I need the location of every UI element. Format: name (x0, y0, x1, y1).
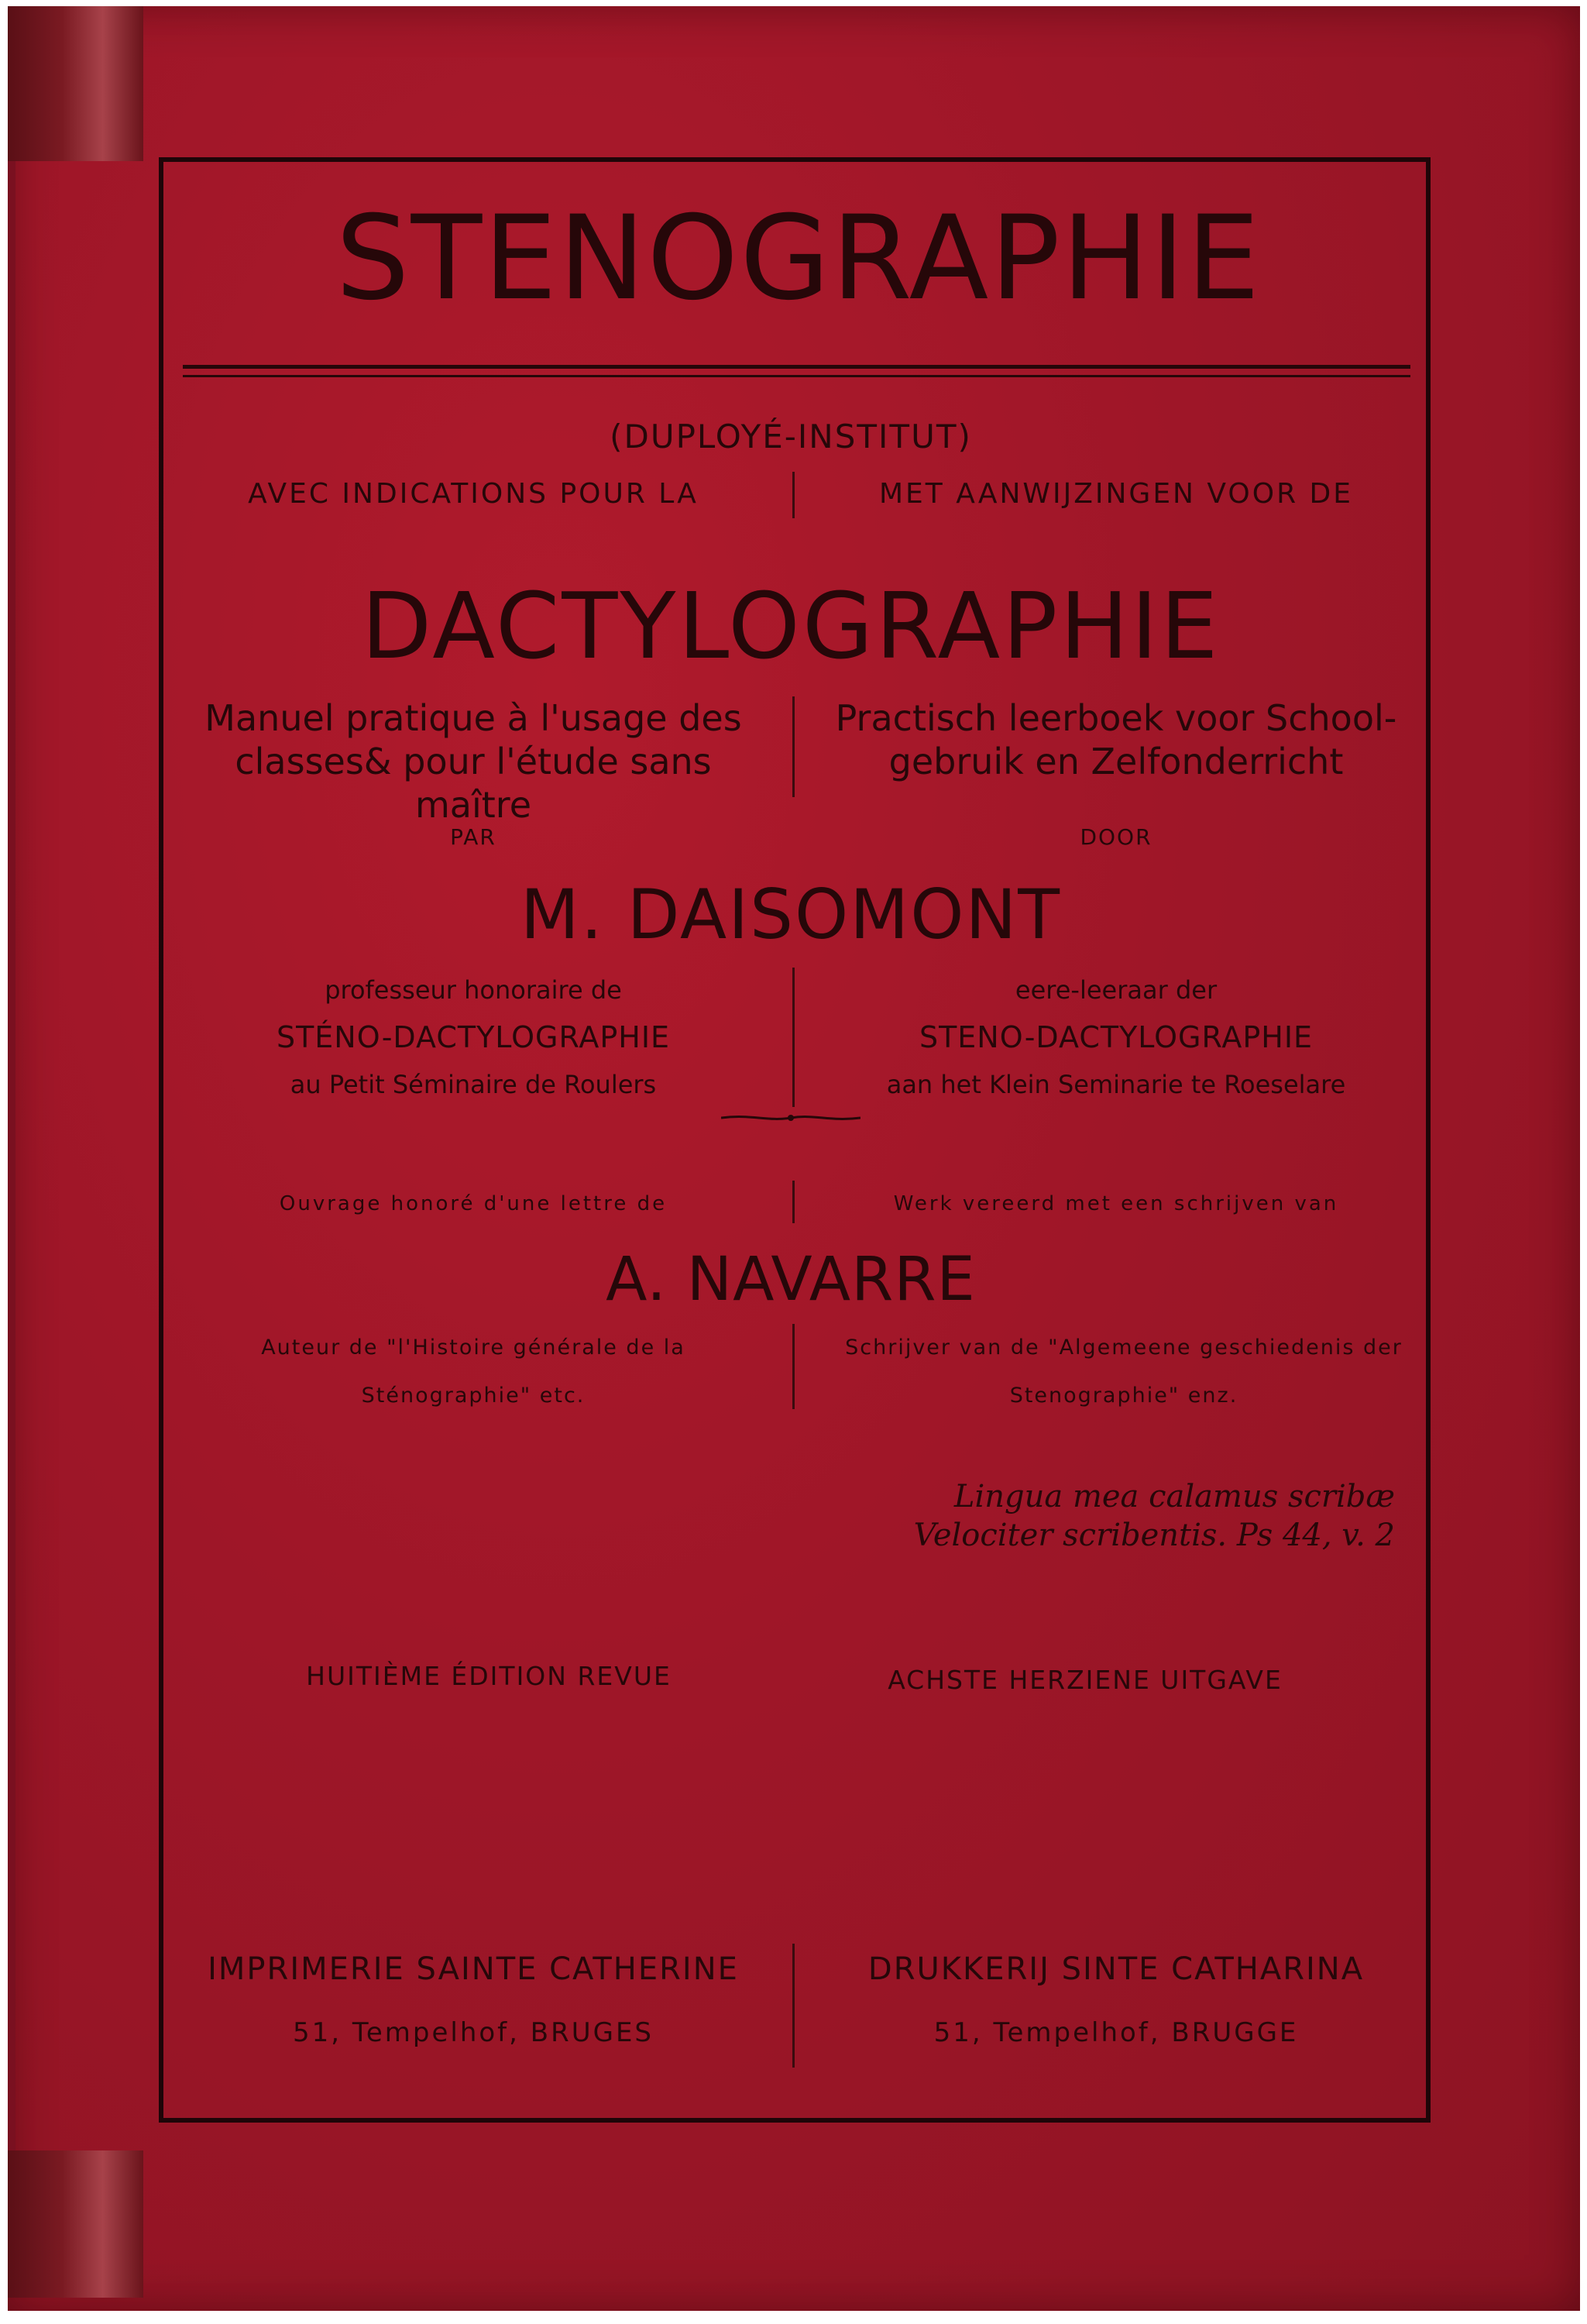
spine-binding-bottom (8, 2150, 143, 2298)
honoree-name: A. NAVARRE (606, 1245, 976, 1315)
author-name: M. DAISOMONT (520, 875, 1062, 954)
honor-nl: Werk vereerd met een schrijven van (893, 1192, 1339, 1215)
indications-nl: MET AANWIJZINGEN VOOR DE (878, 478, 1354, 510)
author-role-fr-line2: STÉNO-DACTYLOGRAPHIE (276, 1020, 671, 1054)
method-subtitle: (DUPLOYÉ-INSTITUT) (610, 418, 972, 456)
edition-nl: ACHSTE HERZIENE UITGAVE (888, 1665, 1283, 1695)
printer-name-fr: IMPRIMERIE SAINTE CATHERINE (208, 1951, 739, 1987)
column-divider (792, 1181, 795, 1223)
column-divider (792, 472, 795, 518)
ornament-flourish (721, 1112, 860, 1123)
honoree-role-nl: Schrijver van de "Algemeene geschiedenis der Stenographie" enz. (845, 1336, 1403, 1408)
manual-fr: Manuel pratique à l'usage des classes& pour l'étude sans maître (204, 697, 742, 826)
cover-frame (159, 157, 1431, 2123)
by-nl: DOOR (1080, 824, 1152, 850)
edition-fr: HUITIÈME ÉDITION REVUE (306, 1661, 672, 1691)
spine-binding-top (8, 6, 143, 161)
motto-line2: Velociter scribentis. Ps 44, v. 2 (913, 1518, 1395, 1553)
author-role-fr-line3: au Petit Séminaire de Roulers (290, 1070, 657, 1099)
column-divider (792, 1944, 795, 2068)
honoree-role-fr: Auteur de "l'Histoire générale de la Sténographie" etc. (261, 1336, 685, 1408)
spine-edge (8, 161, 15, 2150)
author-role-nl-line3: aan het Klein Seminarie te Roeselare (886, 1070, 1346, 1099)
title-rule-thin (183, 375, 1410, 377)
title-rule-thick (183, 365, 1410, 369)
indications-fr: AVEC INDICATIONS POUR LA (248, 478, 699, 510)
cover-title: STENOGRAPHIE (335, 191, 1262, 326)
column-divider (792, 696, 795, 797)
subject-title: DACTYLOGRAPHIE (361, 572, 1221, 679)
honor-fr: Ouvrage honoré d'une lettre de (279, 1192, 668, 1215)
column-divider (792, 968, 795, 1107)
motto-line1: Lingua mea calamus scribæ (953, 1479, 1395, 1514)
author-role-nl-line2: STENO-DACTYLOGRAPHIE (919, 1020, 1314, 1054)
author-role-fr-line1: professeur honoraire de (325, 975, 622, 1005)
book-cover (8, 6, 1580, 2311)
column-divider (792, 1324, 795, 1409)
printer-name-nl: DRUKKERIJ SINTE CATHARINA (867, 1951, 1365, 1987)
manual-nl: Practisch leerboek voor School-gebruik en Zelfonderricht (835, 697, 1397, 782)
author-role-nl-line1: eere-leeraar der (1015, 975, 1218, 1005)
printer-address-nl: 51, Tempelhof, BRUGGE (933, 2017, 1299, 2048)
printer-address-fr: 51, Tempelhof, BRUGES (292, 2017, 654, 2048)
by-fr: PAR (450, 824, 496, 850)
